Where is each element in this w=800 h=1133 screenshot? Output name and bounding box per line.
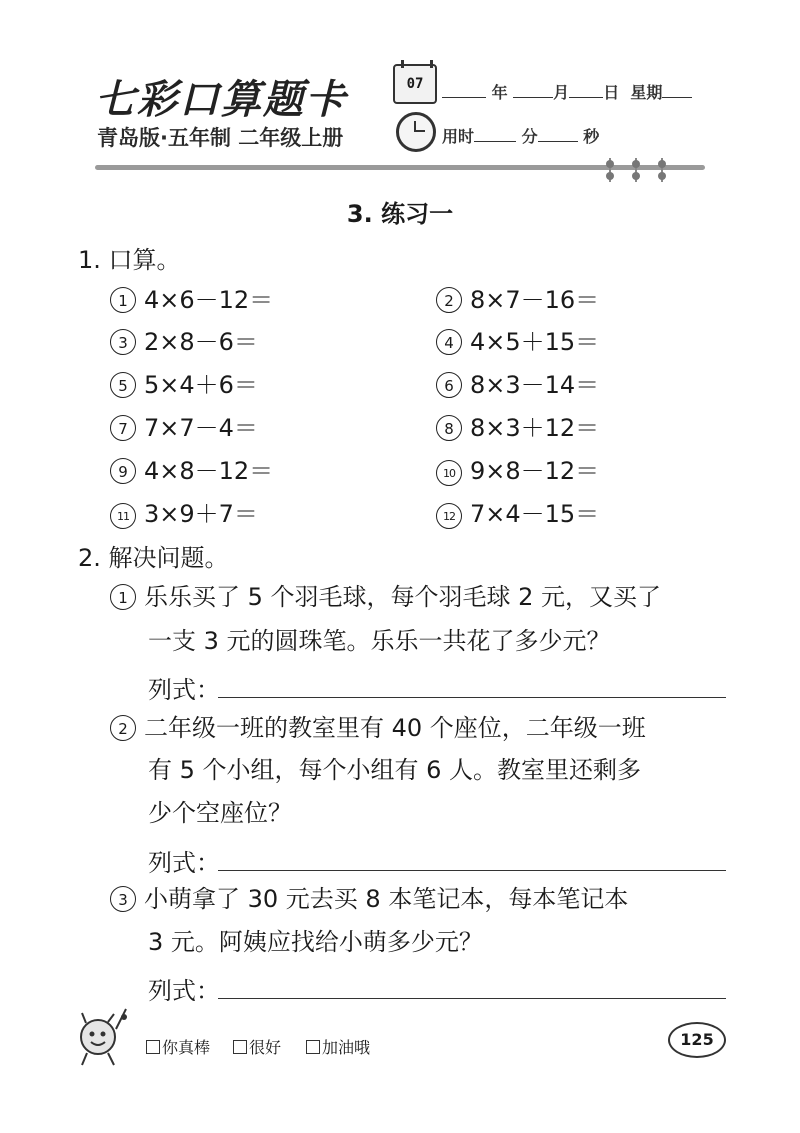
- answer-label: 列式：: [148, 849, 220, 877]
- problem-line: [110, 575, 661, 619]
- calc-item: [110, 365, 258, 400]
- problem-text: 一支 3 元的圆珠笔。乐乐一共花了多少元？: [148, 627, 611, 655]
- answer-label: 列式：: [148, 977, 220, 1005]
- calc-expression: 7×4－15＝: [470, 500, 600, 528]
- year-label: 年: [491, 83, 508, 102]
- problem-number: 3: [110, 886, 136, 912]
- problem-text: 小萌拿了 30 元去买 8 本笔记本，每本笔记本: [144, 885, 629, 913]
- brand-logo: 七彩口算题卡: [95, 77, 347, 123]
- edition-label: 青岛版·五年制 二年级上册: [97, 126, 344, 150]
- item-number: 1: [110, 287, 136, 313]
- second-label: 秒: [583, 127, 600, 146]
- checkbox-icon[interactable]: [306, 1040, 320, 1054]
- date-fields: [442, 80, 692, 103]
- calc-item: [436, 408, 599, 443]
- calc-item: [436, 322, 599, 357]
- problem-text: 少个空座位？: [148, 799, 292, 827]
- calc-expression: 4×8－12＝: [144, 457, 274, 485]
- calc-item: [436, 494, 599, 529]
- calendar-day: 07: [406, 76, 424, 92]
- mascot-illustration: [72, 1005, 130, 1067]
- item-number: 5: [110, 372, 136, 398]
- checkbox-icon[interactable]: [146, 1040, 160, 1054]
- problem-line: [110, 877, 628, 921]
- calc-expression: 9×8－12＝: [470, 457, 600, 485]
- item-number: 7: [110, 415, 136, 441]
- problem-text: 二年级一班的教室里有 40 个座位，二年级一班: [144, 714, 646, 742]
- month-label: 月: [553, 83, 570, 102]
- calc-expression: 8×3＋12＝: [470, 414, 600, 442]
- rating-option[interactable]: [146, 1035, 210, 1058]
- time-fields: [442, 124, 599, 147]
- calc-item: [110, 451, 273, 486]
- calc-expression: 4×5＋15＝: [470, 328, 600, 356]
- calc-expression: 4×6－12＝: [144, 286, 274, 314]
- calc-expression: 8×7－16＝: [470, 286, 600, 314]
- item-number: 8: [436, 415, 462, 441]
- problem-text: 乐乐买了 5 个羽毛球，每个羽毛球 2 元，又买了: [144, 583, 662, 611]
- calc-expression: 3×9＋7＝: [144, 500, 258, 528]
- item-number: 10: [436, 460, 462, 486]
- divider-pin: [660, 158, 664, 182]
- rating-option[interactable]: [306, 1035, 370, 1058]
- day-label: 日: [603, 83, 620, 102]
- calc-item: [436, 365, 599, 400]
- item-number: 11: [110, 503, 136, 529]
- item-number: 6: [436, 372, 462, 398]
- problem-number: 2: [110, 715, 136, 741]
- divider-pin: [634, 158, 638, 182]
- checkbox-icon[interactable]: [233, 1040, 247, 1054]
- answer-line[interactable]: [218, 697, 726, 698]
- item-number: 4: [436, 329, 462, 355]
- calendar-icon: [393, 64, 437, 104]
- answer-line[interactable]: [218, 998, 726, 999]
- answer-label: 列式：: [148, 676, 220, 704]
- problem-text: 有 5 个小组，每个小组有 6 人。教室里还剩多: [148, 756, 642, 784]
- problem-line: [110, 706, 646, 750]
- weekday-label: 星期: [630, 83, 663, 102]
- page-number: 125: [668, 1022, 726, 1058]
- item-number: 3: [110, 329, 136, 355]
- calc-expression: 8×3－14＝: [470, 371, 600, 399]
- calc-expression: 5×4＋6＝: [144, 371, 258, 399]
- calc-item: [110, 280, 273, 315]
- calc-expression: 2×8－6＝: [144, 328, 258, 356]
- problem-number: 1: [110, 584, 136, 610]
- item-number: 2: [436, 287, 462, 313]
- rating-label: 你真棒: [162, 1038, 211, 1057]
- calc-item: [110, 408, 258, 443]
- minute-label: 分: [521, 127, 538, 146]
- rating-label: 很好: [249, 1038, 282, 1057]
- calc-expression: 7×7－4＝: [144, 414, 258, 442]
- item-number: 9: [110, 458, 136, 484]
- calc-item: [110, 494, 258, 529]
- divider-pin: [608, 158, 612, 182]
- rating-label: 加油哦: [322, 1038, 371, 1057]
- calc-item: [436, 451, 599, 486]
- answer-line[interactable]: [218, 870, 726, 871]
- clock-icon: [396, 112, 436, 152]
- section1-heading: 1. 口算。: [78, 246, 181, 274]
- rating-option[interactable]: [233, 1035, 281, 1058]
- calc-item: [436, 280, 599, 315]
- page-title: 3. 练习一: [346, 200, 454, 228]
- problem-text: 3 元。阿姨应找给小萌多少元？: [148, 928, 483, 956]
- time-used-label: 用时: [442, 127, 475, 146]
- item-number: 12: [436, 503, 462, 529]
- calc-item: [110, 322, 258, 357]
- section2-heading: 2. 解决问题。: [78, 544, 229, 572]
